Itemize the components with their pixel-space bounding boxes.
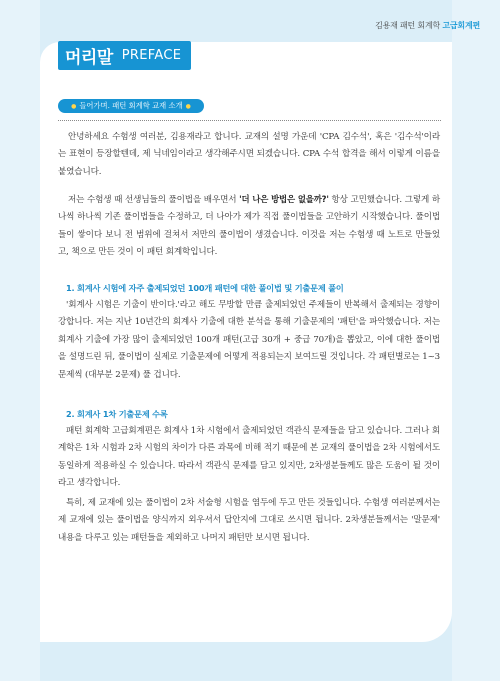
dotted-divider [58, 120, 441, 121]
intro-paragraph-1: 안녕하세요 수험생 여러분, 김용재라고 합니다. 교재의 설명 가운데 'CPA 김수석', 혹은 '김수석'이라는 표현이 등장할텐데, 제 닉네임이라고 생각해주시면 되겠습니다. CPA 수석 합격을 해서 이렇게 이름을 붙였습니다. [58, 132, 440, 177]
right-margin-band [452, 0, 500, 681]
bullet-dot-icon: ● [185, 102, 191, 110]
page-title-english: PREFACE [121, 48, 182, 63]
intro-label-text: 들어가며. 패턴 회계학 교재 소개 [79, 101, 183, 110]
page-title [58, 41, 191, 70]
intro-paragraph-2-end: 항상 고민했습니다. 그렇게 하나씩 하나씩 기존 풀이법들을 수정하고, 더 나아가 제가 직접 풀이법들을 고안하기 시작했습니다. 풀이법들이 쌓이다 보니 전 범위에 걸쳐서 저만의 풀이법이 생겼습니다. 이것을 저는 수험생 때 노트로 만들었고, 책으로 만든 것이 이 패턴 회계학입니다. [58, 195, 440, 258]
header-accent: 고급회계편 [442, 21, 480, 30]
left-margin-band [0, 0, 40, 681]
intro-paragraph-2-start: 저는 수험생 때 선생님들의 풀이법을 배우면서 [68, 195, 240, 205]
section-1-paragraph: '회계사 시험은 기출이 반이다.'라고 해도 무방할 만큼 출제되었던 주제들이 반복해서 출제되는 경향이 강합니다. 저는 지난 10년간의 회계사 기출에 대한 분석을 통해 기출문제의 '패턴'을 파악했습니다. 저는 회계사 기출에 가장 많이 출제되었던 100개 패턴(고급 30개 + 중급 70개)을 뽑았고, 이에 대한 풀이법을 설명드린 뒤, 풀이법이 실제로 기출문제에 어떻게 적용되는지 보여드릴 것입니다. 각 패턴별로는 1~3문제씩 (대부분 2문제) 풀 겁니다. [58, 300, 440, 380]
section-heading-1: 1. 회계사 시험에 자주 출제되었던 100개 패턴에 대한 풀이법 및 기출문제 풀이 [66, 283, 344, 293]
page-title-korean: 머리말 [65, 48, 113, 68]
running-header [375, 20, 480, 31]
intro-paragraph-2 [58, 191, 440, 262]
section-2-paragraph-1: 패턴 회계학 고급회계편은 회계사 1차 시험에서 출제되었던 객관식 문제들을 담고 있습니다. 그러나 회계학은 1차 시험과 2차 시험의 차이가 다른 과목에 비해 적기 때문에 본 교재의 풀이법을 2차 시험에서도 동일하게 적용하실 수 있습니다. 따라서 객관식 문제를 담고 있지만, 2차생분들께도 많은 도움이 될 것이라고 생각합니다. [58, 426, 440, 489]
emphasis-text: '더 나은 방법은 없을까?' [239, 194, 329, 204]
header-book-title: 김용재 패턴 회계학 [375, 21, 441, 30]
section-heading-2: 2. 회계사 1차 기출문제 수록 [66, 409, 168, 419]
intro-label [58, 99, 204, 113]
section-2-paragraph-2: 특히, 제 교재에 있는 풀이법이 2차 서술형 시험을 염두에 두고 만든 것들입니다. 수험생 여러분께서는 제 교재에 있는 풀이법을 양식까지 외우셔서 답안지에 그대로 쓰시면 됩니다. 2차생분들께서는 '말문제' 내용을 다루고 있는 패턴들을 제외하고 나머지 패턴만 보시면 됩니다. [58, 498, 440, 543]
bullet-dot-icon: ● [71, 102, 77, 110]
